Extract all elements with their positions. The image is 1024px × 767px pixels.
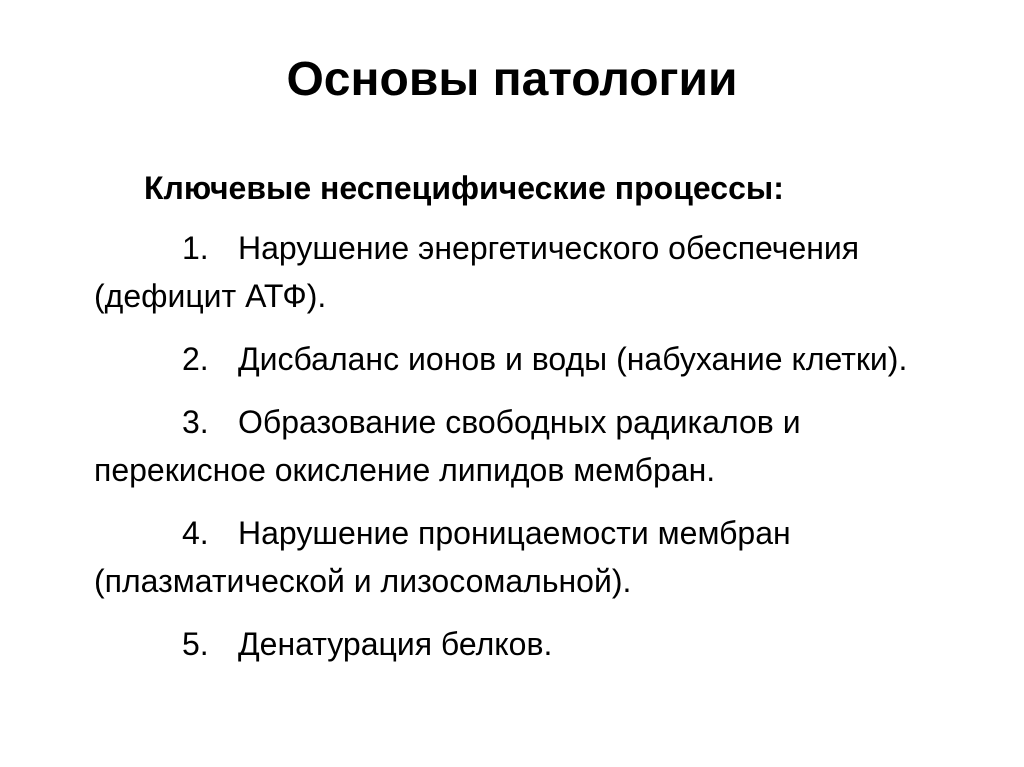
process-list (94, 224, 974, 683)
slide-subtitle: Ключевые неспецифические процессы: (144, 170, 784, 206)
item-number: 5. (182, 626, 209, 662)
list-item (94, 335, 974, 383)
list-item (94, 620, 974, 668)
item-number: 1. (182, 230, 209, 266)
item-text: Нарушение энергетического обеспечения (дефицит АТФ). (94, 230, 860, 314)
list-item (94, 224, 974, 320)
item-text: Образование свободных радикалов и перекисное окисление липидов мембран. (94, 404, 801, 488)
slide-title: Основы патологии (286, 53, 738, 106)
item-text: Дисбаланс ионов и воды (набухание клетки). (238, 341, 908, 377)
item-number: 2. (182, 341, 209, 377)
item-text: Денатурация белков. (238, 626, 553, 662)
item-text: Нарушение проницаемости мембран (плазматической и лизосомальной). (94, 515, 791, 599)
list-item (94, 398, 974, 494)
item-number: 3. (182, 404, 209, 440)
list-item (94, 509, 974, 605)
item-number: 4. (182, 515, 209, 551)
